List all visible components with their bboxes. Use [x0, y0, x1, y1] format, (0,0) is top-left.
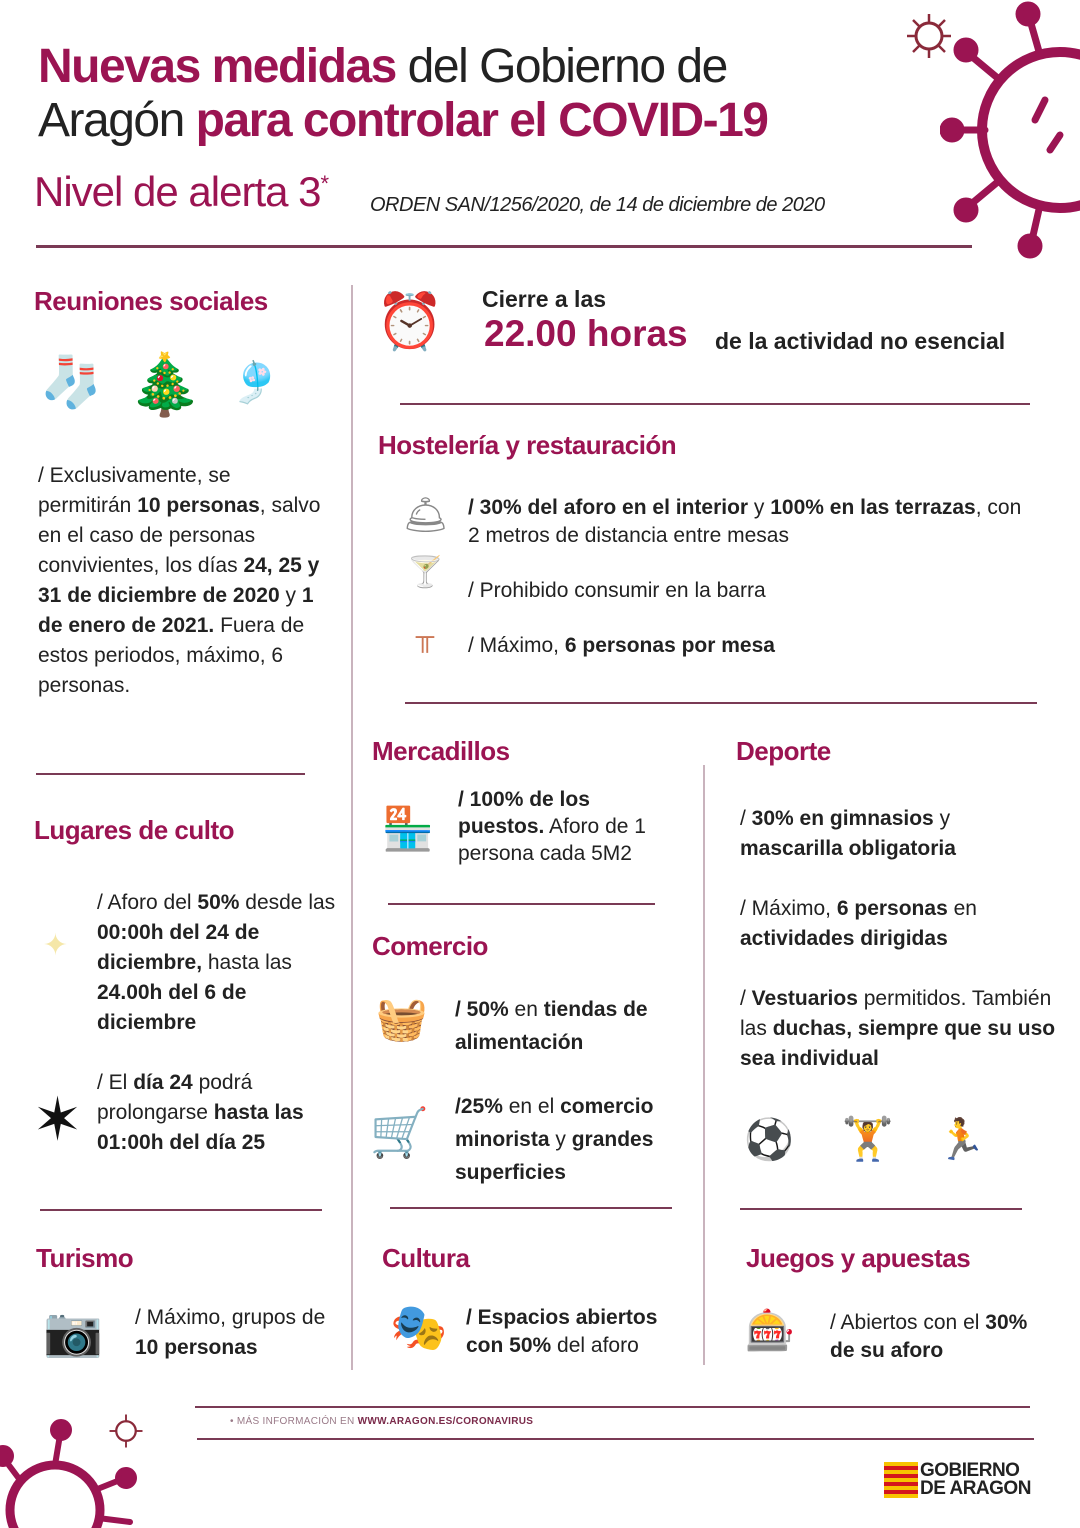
section-title-comercio: Comercio — [372, 931, 488, 961]
text-segment: / Exclusivamente, se permitirán — [38, 464, 231, 517]
text-segment: / Máximo, — [740, 897, 837, 920]
text-segment: / 30% del aforo en el interior — [468, 496, 749, 519]
soccer-ball-icon: ⚽ — [744, 1117, 794, 1162]
divider — [388, 903, 655, 905]
text-segment: / Máximo, — [468, 634, 565, 657]
page-title-line2 — [38, 94, 767, 148]
section-title-juegos: Juegos y apuestas — [746, 1243, 971, 1273]
camera-icon: 📷 — [43, 1305, 103, 1359]
text-segment: /25% — [455, 1095, 503, 1118]
text-segment: / Máximo, grupos de — [135, 1306, 326, 1329]
section-title-turismo: Turismo — [36, 1243, 134, 1273]
text-segment: 1 de enero de 2021. — [38, 584, 314, 637]
text-segment: actividades dirigidas — [740, 927, 948, 950]
deporte-item-actividades — [740, 894, 1040, 954]
text-segment: permitidos. También las — [740, 987, 1052, 1040]
text-segment: podrá prolongarse — [97, 1071, 253, 1124]
section-title-cultura: Cultura — [382, 1243, 470, 1273]
hosteleria-item-aforo — [468, 494, 1028, 550]
food-cloche-icon: 🛎 — [402, 494, 449, 535]
divider — [195, 1406, 1030, 1408]
text-segment: Vestuarios — [751, 987, 858, 1010]
text-segment: Aforo de 1 persona cada 5M2 — [458, 815, 646, 865]
grocery-basket-icon: 🧺 — [375, 995, 429, 1042]
deporte-item-gimnasios — [740, 804, 1040, 864]
text-segment: tiendas de alimentación — [455, 998, 648, 1054]
divider — [740, 1208, 1022, 1210]
cocktail-icon: 🍸 — [406, 556, 445, 589]
cierre-post: de la actividad no esencial — [715, 328, 1006, 354]
text-segment: / 50% — [455, 998, 509, 1021]
page-title-line1 — [38, 40, 727, 94]
text-segment: / El — [97, 1071, 134, 1094]
logo-line1: GOBIERNO — [920, 1460, 1020, 1481]
text-segment: Nuevas medidas — [38, 40, 396, 93]
christmas-tree-icon: 🎄 — [127, 350, 203, 418]
alert-asterisk: * — [320, 171, 329, 196]
column-divider — [351, 285, 353, 1370]
footer-info-label: MÁS INFORMACIÓN EN — [236, 1416, 358, 1427]
footer-info-link[interactable]: WWW.ARAGON.ES/CORONAVIRUS — [357, 1416, 534, 1427]
cierre-pre: Cierre a las — [482, 286, 607, 312]
text-segment: 00:00h del 24 de diciembre, — [97, 921, 260, 974]
cierre-time: 22.00 horas — [484, 313, 688, 354]
hosteleria-item-mesa — [468, 631, 775, 661]
culto-item-aforo — [97, 888, 342, 1038]
text-segment: del aforo — [551, 1334, 639, 1357]
small-virus-icon — [905, 12, 953, 60]
logo-line2: DE ARAGON — [920, 1478, 1031, 1499]
text-segment: y — [933, 807, 951, 830]
comercio-item-alimentacion — [455, 993, 695, 1059]
text-segment: 6 personas por mesa — [564, 634, 775, 657]
text-segment: para controlar el COVID-19 — [195, 94, 768, 147]
text-segment: día 24 — [133, 1071, 193, 1094]
virus-icon — [940, 0, 1080, 260]
text-segment: , con 2 metros de distancia entre mesas — [468, 496, 1022, 547]
text-segment: comercio minorista — [455, 1095, 654, 1151]
text-segment: 6 personas — [836, 897, 948, 920]
text-segment: 30% de su aforo — [830, 1311, 1028, 1362]
order-reference: ORDEN SAN/1256/2020, de 14 de diciembre de 2020 — [370, 194, 825, 216]
cultura-text — [466, 1304, 696, 1360]
juegos-text — [830, 1309, 1030, 1365]
text-segment: 10 personas — [137, 494, 260, 517]
text-segment: / — [740, 807, 752, 830]
deporte-item-vestuarios — [740, 984, 1060, 1074]
comercio-item-minorista — [455, 1090, 700, 1189]
section-title-reuniones: Reuniones sociales — [34, 286, 268, 316]
text-segment: y — [279, 584, 302, 607]
text-segment: 100% en las terrazas — [770, 496, 976, 519]
section-title-hosteleria: Hostelería y restauración — [378, 430, 677, 460]
text-segment: del Gobierno de — [395, 40, 727, 93]
section-title-mercadillos: Mercadillos — [372, 736, 510, 766]
turismo-text — [135, 1303, 335, 1363]
section-title-culto: Lugares de culto — [34, 815, 235, 845]
column-divider — [703, 765, 705, 1365]
text-segment: Aragón — [38, 94, 196, 147]
divider — [390, 1207, 672, 1209]
casino-chips-icon: 🎰 — [745, 1308, 795, 1353]
text-segment: desde las — [239, 891, 336, 914]
market-stall-icon: 🏪 — [381, 805, 435, 852]
aragon-flag-icon — [884, 1462, 918, 1498]
text-segment: / 100% de los puestos. — [458, 788, 590, 838]
weightlifting-icon: 🏋 — [841, 1115, 895, 1162]
divider — [36, 245, 972, 248]
text-segment: / — [740, 987, 752, 1010]
text-segment: , salvo en el caso de personas convivientes, los días — [38, 494, 321, 577]
theater-masks-icon: 🎭 — [390, 1301, 448, 1353]
christmas-stocking-icon: 🧦 — [40, 354, 103, 410]
reuniones-text — [38, 461, 323, 701]
text-segment: hasta las 01:00h del día 25 — [97, 1101, 304, 1154]
text-segment: hasta las — [202, 951, 292, 974]
alert-level — [34, 168, 328, 216]
text-segment: / Abiertos con el — [830, 1311, 986, 1334]
text-segment: 10 personas — [135, 1336, 258, 1359]
text-segment: mascarilla obligatoria — [740, 837, 956, 860]
text-segment: 24.00h del 6 de diciembre — [97, 981, 247, 1034]
alert-level-text: Nivel de alerta 3 — [34, 168, 321, 215]
text-segment: en el — [502, 1095, 561, 1118]
text-segment: / Aforo del — [97, 891, 198, 914]
small-virus-icon — [108, 1413, 144, 1449]
text-segment: 30% en gimnasios — [751, 807, 934, 830]
divider — [36, 773, 305, 775]
text-segment: en — [947, 897, 977, 920]
divider — [405, 702, 1037, 704]
runner-icon: 🏃 — [936, 1117, 986, 1162]
section-title-deporte: Deporte — [736, 736, 831, 766]
divider — [197, 1438, 1034, 1440]
text-segment: y — [549, 1128, 572, 1151]
divider — [40, 1209, 322, 1211]
text-segment: 50% — [197, 891, 240, 914]
shopping-cart-icon: 🛒 — [369, 1107, 430, 1160]
text-segment: Fuera de estos periodos, máximo, 6 personas. — [38, 614, 305, 697]
text-segment: grandes superficies — [455, 1128, 654, 1184]
christmas-ornaments-icon: 🎐 — [230, 361, 280, 405]
text-segment: / Prohibido consumir en la barra — [468, 579, 766, 602]
star-icon: ✶ — [32, 1086, 83, 1153]
text-segment: 24, 25 y 31 de diciembre de 2020 — [38, 554, 320, 607]
divider — [400, 403, 1030, 405]
hosteleria-item-barra — [468, 576, 766, 606]
footer-info: • MÁS INFORMACIÓN EN WWW.ARAGON.ES/CORONAVIRUS — [230, 1416, 534, 1427]
table-chairs-icon: ╥ — [415, 620, 435, 651]
text-segment: y — [748, 496, 771, 519]
light-sparkle-icon: ✦ — [42, 928, 69, 962]
gobierno-aragon-logo — [884, 1462, 1031, 1498]
text-segment: duchas, siempre que su uso sea individual — [740, 1017, 1056, 1070]
text-segment: / Espacios abiertos con 50% — [466, 1306, 658, 1357]
alarm-clock-icon: ⏰ — [375, 290, 445, 352]
text-segment: en — [508, 998, 544, 1021]
mercadillos-text — [458, 786, 673, 867]
culto-item-dia24 — [97, 1068, 337, 1158]
